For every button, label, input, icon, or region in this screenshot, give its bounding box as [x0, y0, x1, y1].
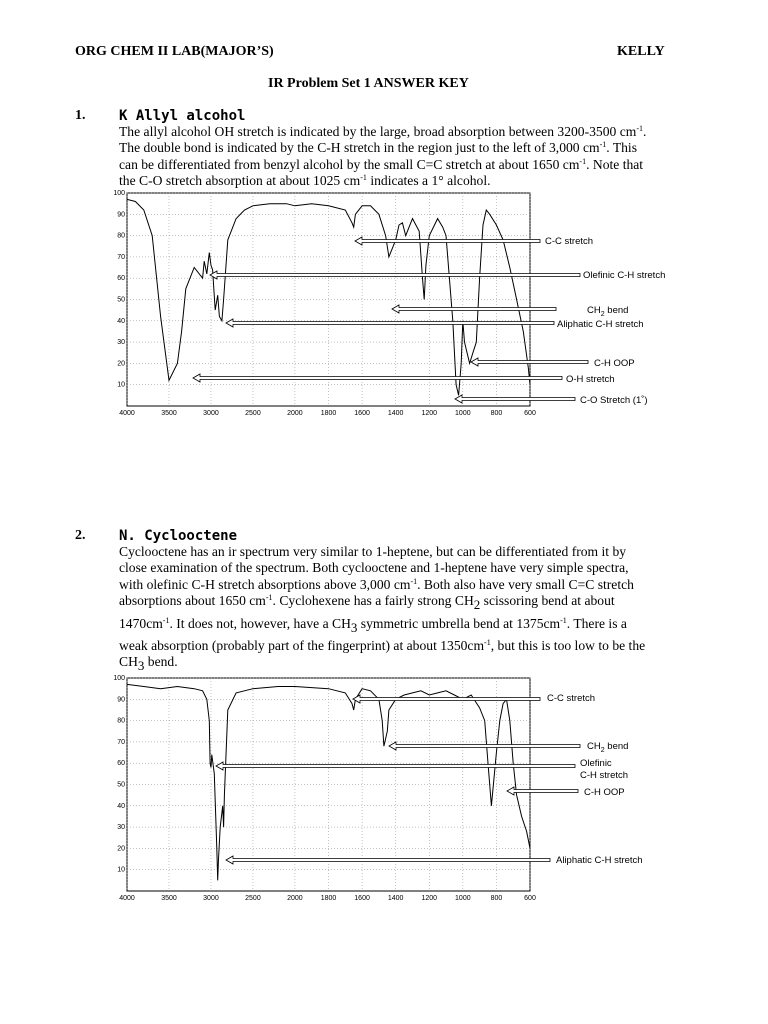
- x-tick-label: 1400: [387, 895, 404, 902]
- x-tick-label: 2000: [287, 410, 303, 417]
- x-tick-label: 2000: [287, 895, 303, 902]
- spectrum-1-arrows: [193, 237, 588, 403]
- x-tick-label: 1000: [455, 895, 471, 902]
- y-tick-label: 100: [113, 190, 125, 197]
- y-tick-label: 90: [117, 211, 125, 219]
- arrow2-cc: [353, 695, 540, 703]
- y-tick-label: 100: [113, 675, 125, 682]
- arrow2-ch2: [389, 742, 580, 750]
- label2-ch2-bend: $CH_2$ bend: [587, 741, 629, 754]
- spectrum-1-curve: [127, 199, 530, 395]
- x-tick-label: 3000: [203, 410, 219, 417]
- x-tick-label: 2500: [245, 895, 261, 902]
- y-tick-label: 10: [117, 381, 125, 389]
- label-olefinic-ch: Olefinic C-H stretch: [583, 270, 666, 281]
- y-tick-label: 50: [117, 296, 125, 304]
- arrow2-ch-oop: [507, 787, 578, 795]
- arrow-ch2: [392, 305, 556, 313]
- label-aliphatic-ch: Aliphatic C-H stretch: [557, 319, 644, 330]
- x-tick-label: 1400: [387, 410, 404, 417]
- y-tick-label: 90: [117, 696, 125, 704]
- spectrum-2-curve: [127, 684, 530, 880]
- label-ch-oop: C-H OOP: [594, 358, 635, 369]
- arrow-olefinic: [210, 271, 580, 279]
- y-tick-label: 80: [117, 232, 125, 240]
- y-tick-label: 80: [117, 717, 125, 725]
- x-tick-label: 3000: [203, 895, 219, 902]
- label2-ch-stretch: C-H stretch: [580, 770, 629, 781]
- x-tick-label: 600: [524, 895, 536, 902]
- arrow-cc: [355, 237, 540, 245]
- y-tick-label: 40: [117, 802, 125, 810]
- x-tick-label: 4000: [119, 410, 135, 417]
- problem-1-title: K Allyl alcohol: [119, 108, 246, 124]
- y-tick-label: 50: [117, 781, 125, 789]
- y-tick-label: 20: [117, 845, 125, 853]
- x-tick-label: 3500: [161, 410, 177, 417]
- x-tick-label: 800: [490, 410, 503, 417]
- label-cc-stretch: C-C stretch: [545, 236, 594, 247]
- author-header: KELLY: [617, 44, 665, 59]
- spectrum-2-arrows: [216, 695, 580, 864]
- y-tick-label: 40: [117, 317, 125, 325]
- spectrum-1-labels: [545, 236, 665, 406]
- arrow-aliphatic: [226, 319, 554, 327]
- label2-olefinic: Olefinic: [580, 758, 612, 769]
- spectrum-2-labels: [547, 693, 643, 866]
- page-title: IR Problem Set 1 ANSWER KEY: [268, 76, 469, 91]
- problem-2-title: N. Cyclooctene: [119, 528, 238, 544]
- y-tick-label: 60: [117, 275, 125, 283]
- y-tick-label: 30: [117, 824, 125, 832]
- arrow2-aliphatic: [226, 856, 550, 864]
- x-tick-label: 1600: [354, 895, 370, 902]
- ir-spectrum-1: [0, 185, 768, 425]
- x-tick-label: 1800: [320, 410, 337, 417]
- y-tick-label: 20: [117, 360, 125, 368]
- course-header: ORG CHEM II LAB(MAJOR’S): [75, 44, 274, 59]
- label-ch2-bend: $CH_2$ bend: [587, 305, 629, 318]
- x-tick-label: 800: [490, 895, 503, 902]
- problem-1-number: 1.: [75, 108, 86, 123]
- problem-2-text: Cyclooctene has an ir spectrum very similar to 1-heptene, but can be differentiated from it by close examination of the spectrum. Both cyclooctene and 1-heptene have very simple spectra, with olefinic C-H stretch absorptions above 3,000 $cm^{-1}$. Both also have very small C=C stretch absorptions about 1650 $cm^{-1}$. Cyclohexene has a fairly strong $CH_2$ scissoring bend at about $1470cm^{-1}$. It does not, however, have a $CH_3$ symmetric umbrella bend at $1375cm^{-1}$. There is a weak absorption (probably part of the fingerprint) at about $1350cm^{-1}$, but this is too low to be the $CH_3$ bend.: [119, 544, 646, 674]
- y-tick-label: 30: [117, 339, 125, 347]
- problem-2-number: 2.: [75, 528, 86, 543]
- arrow-co: [455, 395, 575, 403]
- x-tick-label: 2500: [245, 410, 261, 417]
- arrow-oh: [193, 374, 562, 382]
- y-tick-label: 60: [117, 760, 125, 768]
- x-tick-label: 1800: [320, 895, 337, 902]
- x-tick-label: 600: [524, 410, 536, 417]
- y-tick-label: 70: [117, 738, 125, 746]
- label-oh-stretch: O-H stretch: [566, 374, 615, 385]
- problem-1-text: The allyl alcohol OH stretch is indicated by the large, broad absorption between 3200-3500 $cm^{-1}$. The double bond is indicated by the C-H stretch in the region just to the left of 3,000 $cm^{-1}$. This can be differentiated from benzyl alcohol by the small C=C stretch at about 1650 $cm^{-1}$. Note that the C-O stretch absorption at about 1025 $cm^{-1}$ indicates a 1° alcohol.: [119, 124, 647, 189]
- label-co-stretch: C-O Stretch (1˚): [580, 395, 648, 406]
- label2-aliphatic: Aliphatic C-H stretch: [556, 855, 643, 866]
- ir-spectrum-2: [0, 670, 768, 910]
- label2-cc-stretch: C-C stretch: [547, 693, 596, 704]
- x-tick-label: 1200: [421, 895, 438, 902]
- label2-ch-oop: C-H OOP: [584, 787, 625, 798]
- x-tick-label: 1200: [421, 410, 438, 417]
- x-tick-label: 1600: [354, 410, 370, 417]
- y-tick-label: 70: [117, 253, 125, 261]
- x-tick-label: 4000: [119, 895, 135, 902]
- y-tick-label: 10: [117, 866, 125, 874]
- x-tick-label: 3500: [161, 895, 177, 902]
- x-tick-label: 1000: [455, 410, 471, 417]
